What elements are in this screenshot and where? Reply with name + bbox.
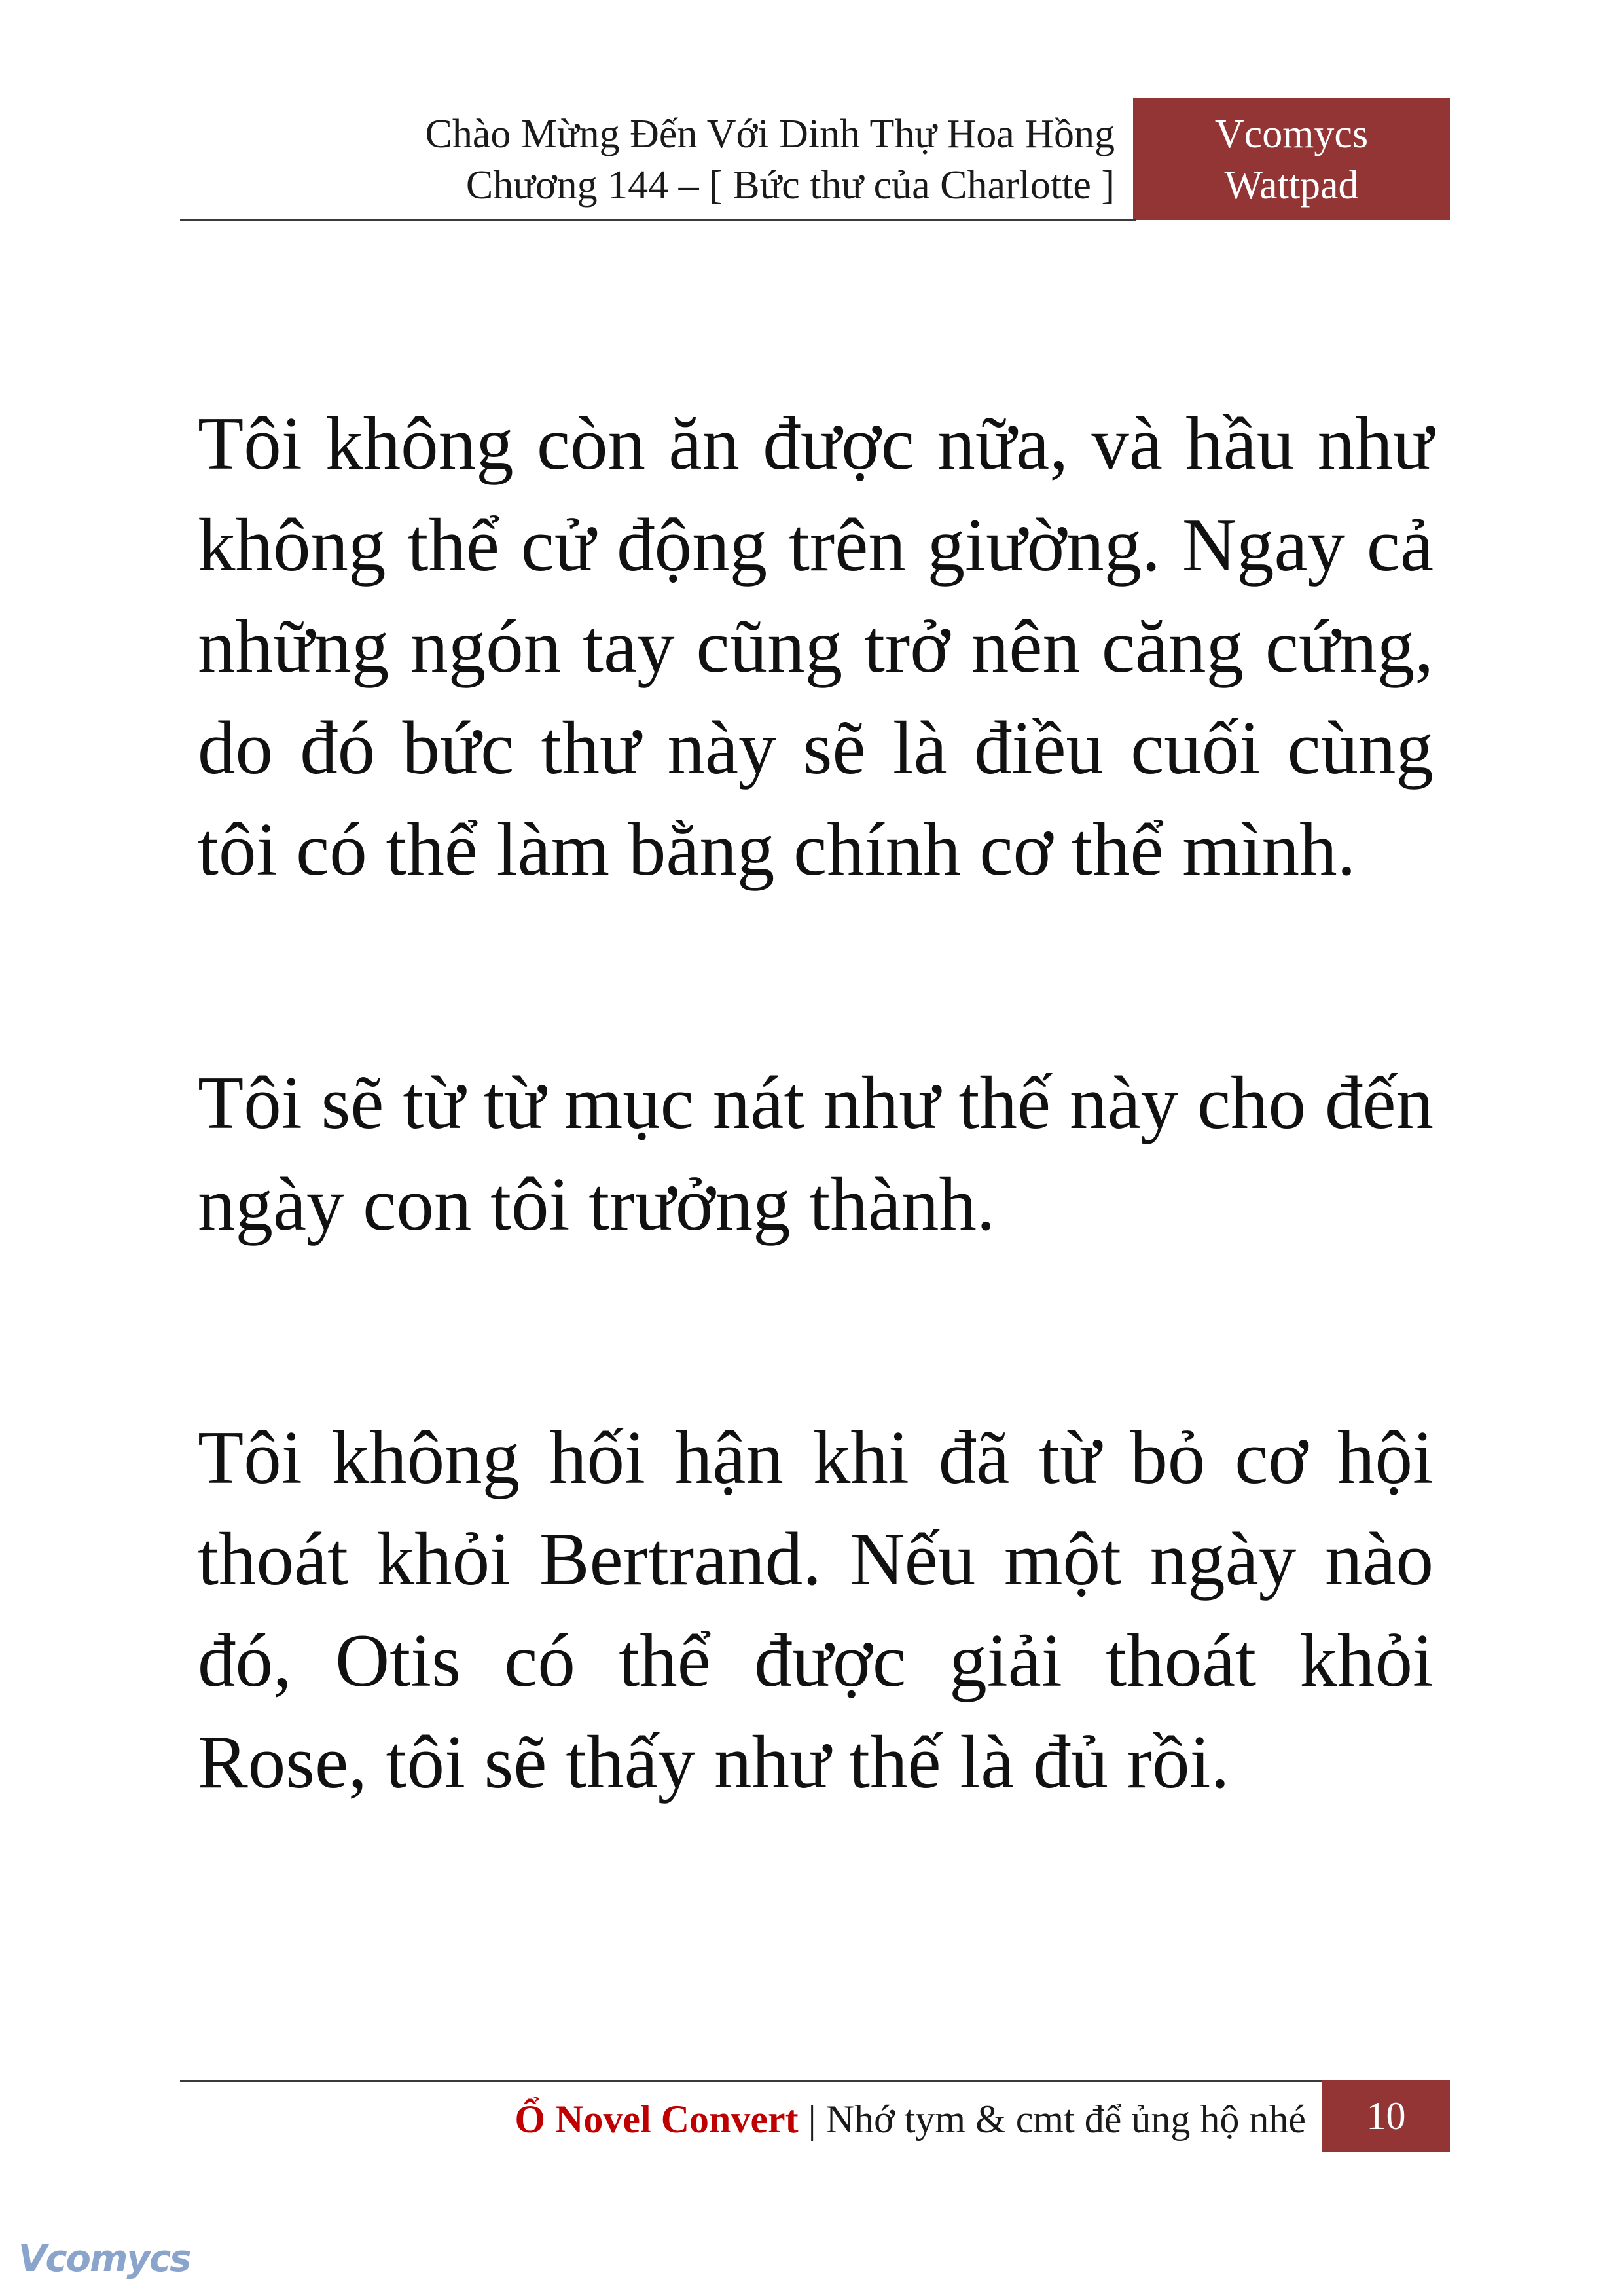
footer-message: Nhớ tym & cmt để ủng hộ nhé xyxy=(825,2098,1306,2141)
page-content xyxy=(198,393,1434,1965)
book-title: Chào Mừng Đến Với Dinh Thự Hoa Hồng xyxy=(425,112,1115,156)
header-titles xyxy=(425,109,1115,211)
footer-separator: | xyxy=(798,2098,826,2141)
page-header xyxy=(180,98,1450,220)
source-line-2: Wattpad xyxy=(1224,163,1359,208)
source-badge xyxy=(1133,98,1450,220)
page-number: 10 xyxy=(1322,2080,1450,2152)
paragraph-2: Tôi sẽ từ từ mục nát như thế này cho đến ngày con tôi trưởng thành. xyxy=(198,1061,1434,1246)
footer-brand: Ổ Novel Convert xyxy=(514,2098,799,2141)
page-footer xyxy=(180,2080,1450,2152)
watermark-logo: Vcomycs xyxy=(18,2238,190,2280)
footer-text xyxy=(514,2093,1306,2145)
paragraph-1: Tôi không còn ăn được nữa, và hầu như không thể cử động trên giường. Ngay cả những ngón tay cũng trở nên căng cứng, do đó bức thư này sẽ là điều cuối cùng tôi có thể làm bằng chính cơ thể mình. xyxy=(198,402,1434,891)
chapter-title: Chương 144 – [ Bức thư của Charlotte ] xyxy=(465,163,1115,208)
source-line-1: Vcomycs xyxy=(1214,112,1369,156)
paragraph-3: Tôi không hối hận khi đã từ bỏ cơ hội thoát khỏi Bertrand. Nếu một ngày nào đó, Otis có thể được giải thoát khỏi Rose, tôi sẽ thấy như thế là đủ rồi. xyxy=(198,1416,1434,1804)
footer-divider xyxy=(180,2080,1322,2082)
header-divider xyxy=(180,219,1136,221)
